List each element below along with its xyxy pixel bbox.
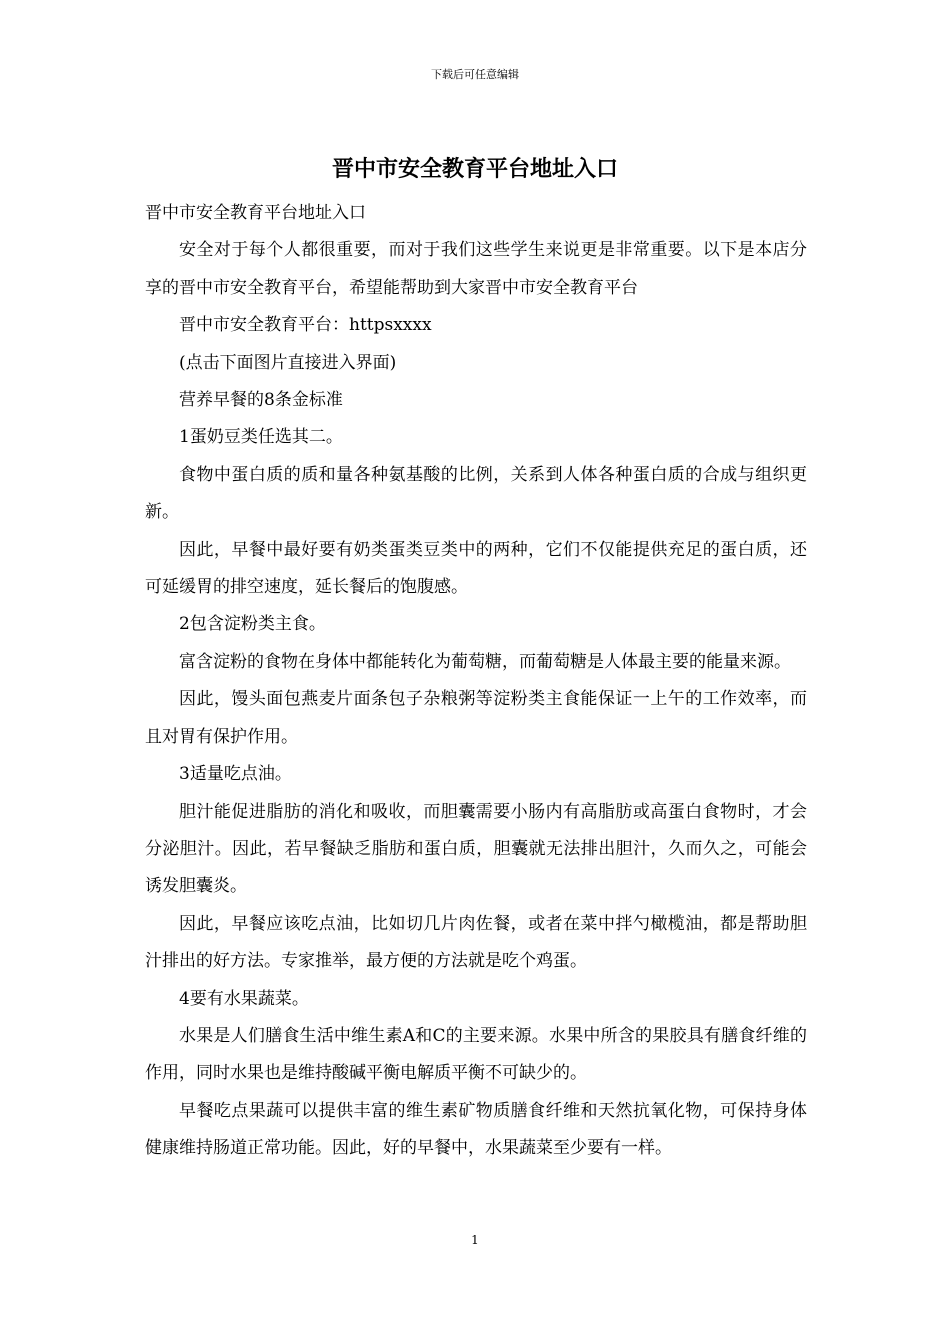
body-paragraph: 晋中市安全教育平台：httpsxxxx xyxy=(179,315,432,336)
body-paragraph: 晋中市安全教育平台地址入口 xyxy=(145,203,366,223)
page-number: 1 xyxy=(471,1233,479,1247)
body-paragraph: 因此，早餐中最好要有奶类蛋类豆类中的两种，它们不仅能提供充足的蛋白质，还可延缓胃的排空速度，延长餐后的饱腹感。 xyxy=(145,539,807,598)
body-paragraph: 富含淀粉的食物在身体中都能转化为葡萄糖，而葡萄糖是人体最主要的能量来源。 xyxy=(179,651,791,672)
body-paragraph: 食物中蛋白质的质和量各种氨基酸的比例，关系到人体各种蛋白质的合成与组织更新。 xyxy=(145,464,807,523)
document-body xyxy=(145,195,807,1168)
body-paragraph: 2包含淀粉类主食。 xyxy=(179,614,326,635)
body-paragraph: 安全对于每个人都很重要，而对于我们这些学生来说更是非常重要。以下是本店分享的晋中市安全教育平台，希望能帮助到大家晋中市安全教育平台 xyxy=(145,240,807,298)
body-paragraph: 3适量吃点油。 xyxy=(179,764,292,785)
document-title: 晋中市安全教育平台地址入口 xyxy=(331,156,618,182)
body-paragraph: 因此，馒头面包燕麦片面条包子杂粮粥等淀粉类主食能保证一上午的工作效率，而且对胃有保护作用。 xyxy=(145,689,807,747)
body-paragraph: 胆汁能促进脂肪的消化和吸收，而胆囊需要小肠内有高脂肪或高蛋白食物时，才会分泌胆汁。因此，若早餐缺乏脂肪和蛋白质，胆囊就无法排出胆汁，久而久之，可能会诱发胆囊炎。 xyxy=(145,801,807,897)
body-paragraph: 营养早餐的8条金标准 xyxy=(179,390,343,411)
body-paragraph: 水果是人们膳食生活中维生素A和C的主要来源。水果中所含的果胶具有膳食纤维的作用，同时水果也是维持酸碱平衡电解质平衡不可缺少的。 xyxy=(145,1025,807,1084)
body-paragraph: 4要有水果蔬菜。 xyxy=(179,988,309,1009)
body-paragraph: (点击下面图片直接进入界面) xyxy=(179,352,397,373)
body-paragraph: 因此，早餐应该吃点油，比如切几片肉佐餐，或者在菜中拌勺橄榄油，都是帮助胆汁排出的好方法。专家推举，最方便的方法就是吃个鸡蛋。 xyxy=(145,913,807,972)
body-paragraph: 1蛋奶豆类任选其二。 xyxy=(179,427,343,448)
body-paragraph: 早餐吃点果蔬可以提供丰富的维生素矿物质膳食纤维和天然抗氧化物，可保持身体健康维持肠道正常功能。因此，好的早餐中，水果蔬菜至少要有一样。 xyxy=(145,1100,807,1159)
header-note: 下载后可任意编辑 xyxy=(431,68,519,81)
